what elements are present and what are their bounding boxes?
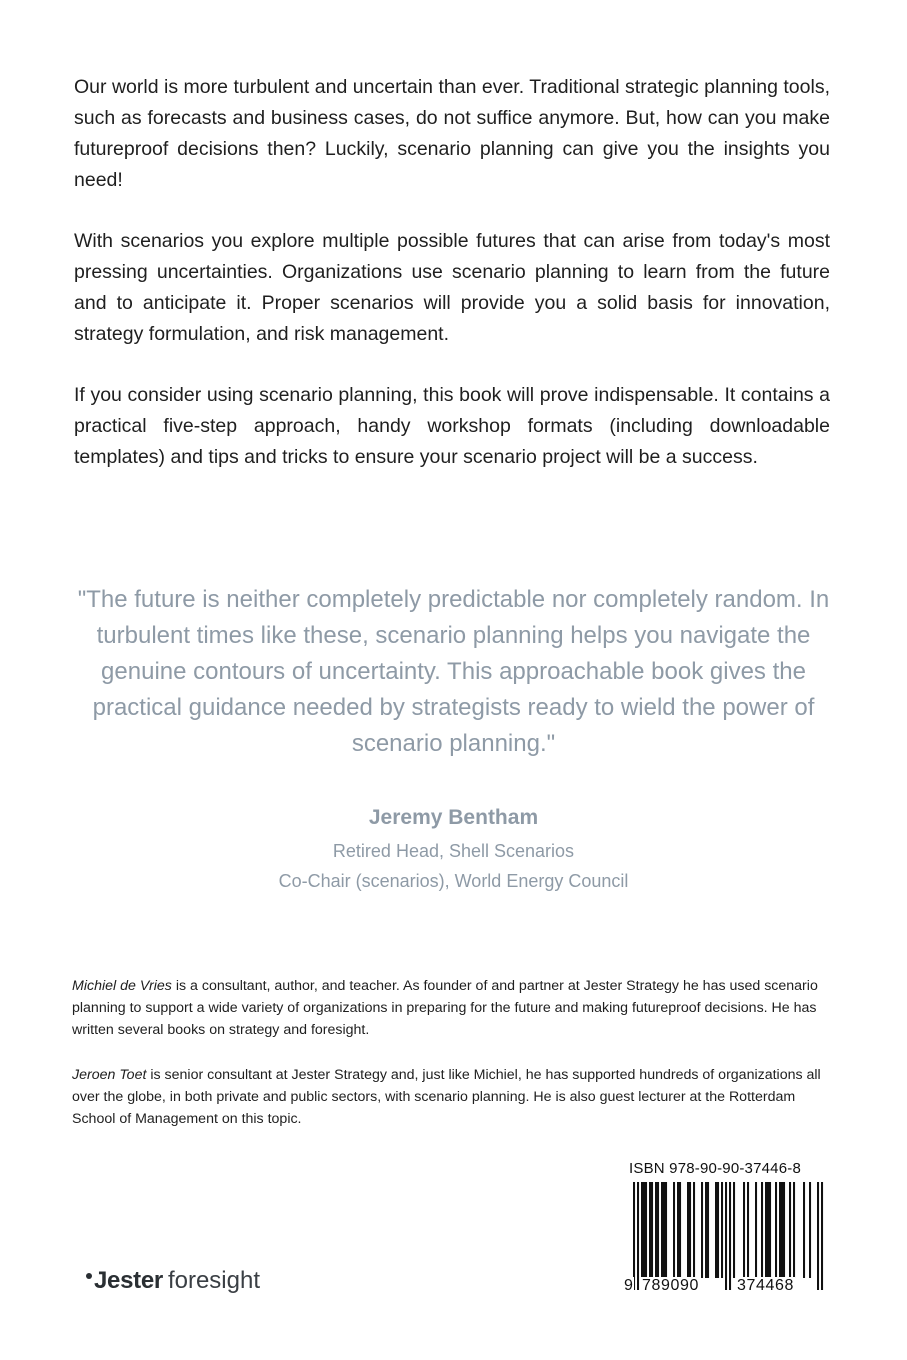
author-2-bio-text: is senior consultant at Jester Strategy and, just like Michiel, he has supported hundreds of organizations all over the globe, in both private and public sectors, with scenario planning. He is also guest lecturer at the Rotterdam School of Management on this topic. — [72, 1067, 821, 1127]
quote-author: Jeremy Bentham — [368, 806, 539, 829]
barcode-bar — [689, 1182, 691, 1278]
barcode-bar — [761, 1182, 763, 1278]
barcode-bar — [743, 1182, 745, 1278]
barcode-bar — [717, 1182, 719, 1278]
logo-sub: foresight — [167, 1267, 260, 1294]
author-1-bio-text: is a consultant, author, and teacher. As founder of and partner at Jester Strategy he has used scenario planning to support a wide variety of organizations in preparing for the future and making futureproof decisions. He has written several books on strategy and foresight. — [72, 978, 818, 1038]
barcode-bar — [705, 1182, 707, 1278]
intro-paragraph-3: If you consider using scenario planning, this book will prove indispensable. It contains a practical five-step approach, handy workshop formats (including downloadable templates) and tips and tricks to ensure your scenario project will be a success. — [74, 384, 830, 468]
quote-author-role — [60, 836, 847, 896]
barcode-bar — [643, 1182, 645, 1278]
author-bio-2 — [72, 1064, 832, 1130]
barcode-bar — [721, 1182, 723, 1278]
barcode-bar — [649, 1182, 651, 1278]
barcode-bar — [793, 1182, 795, 1278]
barcode-bar — [769, 1182, 771, 1278]
barcode-bar — [673, 1182, 675, 1278]
barcode-bar — [657, 1182, 659, 1278]
author-2-name: Jeroen Toet — [72, 1067, 147, 1083]
barcode-bar — [655, 1182, 657, 1278]
barcode-digits-left: 789090 — [642, 1277, 699, 1294]
barcode-bar — [651, 1182, 653, 1278]
barcode-bar — [767, 1182, 769, 1278]
barcode-bar — [817, 1182, 819, 1290]
barcode-bar — [779, 1182, 781, 1278]
barcode-bar — [661, 1182, 663, 1278]
barcode-bar — [789, 1182, 791, 1278]
quote-text: "The future is neither completely predictable nor completely random. In turbulent times like these, scenario planning helps you navigate the genuine contours of uncertainty. This approachable book gives the practical guidance needed by strategists ready to wield the power of scenario planning." — [77, 586, 830, 757]
barcode-bar — [633, 1182, 635, 1290]
barcode-digits-right: 374468 — [737, 1277, 794, 1294]
barcode-bar — [707, 1182, 709, 1278]
barcode-bar — [665, 1182, 667, 1278]
barcode-bar — [765, 1182, 767, 1278]
barcode-bar — [641, 1182, 643, 1278]
logo-brand: Jester — [94, 1267, 163, 1294]
intro-paragraph-2: With scenarios you explore multiple possible futures that can arise from today's most pressing uncertainties. Organizations use scenario planning to learn from the future and to anticipate it. Proper scenarios will provide you a solid basis for innovation, strategy formulation, and risk management. — [74, 230, 830, 345]
barcode-bar — [693, 1182, 695, 1278]
barcode-bar — [679, 1182, 681, 1278]
barcode-digit-first: 9 — [624, 1277, 633, 1294]
barcode-bar — [783, 1182, 785, 1278]
endorsement-quote — [60, 582, 847, 896]
barcode-bar — [747, 1182, 749, 1278]
barcode-bar — [809, 1182, 811, 1278]
barcode-bar — [663, 1182, 665, 1278]
quote-role-line-1: Retired Head, Shell Scenarios — [332, 841, 575, 861]
barcode-bar — [729, 1182, 731, 1290]
barcode-bar — [775, 1182, 777, 1278]
author-bio-1 — [72, 975, 832, 1041]
isbn-label: ISBN 978-90-90-37446-8 — [629, 1160, 802, 1177]
publisher-logo — [86, 1267, 260, 1295]
quote-role-line-2: Co-Chair (scenarios), World Energy Council — [278, 871, 629, 891]
author-1-name: Michiel de Vries — [72, 978, 172, 994]
barcode-bar — [687, 1182, 689, 1278]
barcode-bar — [715, 1182, 717, 1278]
barcode-bar — [781, 1182, 783, 1278]
barcode-bar — [677, 1182, 679, 1278]
logo-dot-icon — [86, 1273, 92, 1279]
intro-paragraph-1: Our world is more turbulent and uncertain than ever. Traditional strategic planning tools, such as forecasts and business cases, do not suffice anymore. But, how can you make futureproof decisions then? Luckily, scenario planning can give you the insights you need! — [74, 76, 830, 191]
barcode-bar — [821, 1182, 823, 1290]
barcode-bar — [803, 1182, 805, 1278]
barcode-bar — [701, 1182, 703, 1278]
barcode-bar — [637, 1182, 639, 1290]
barcode-bar — [725, 1182, 727, 1290]
barcode-bar — [755, 1182, 757, 1278]
barcode-bar — [733, 1182, 735, 1278]
barcode-bar — [645, 1182, 647, 1278]
intro-text — [74, 72, 830, 503]
